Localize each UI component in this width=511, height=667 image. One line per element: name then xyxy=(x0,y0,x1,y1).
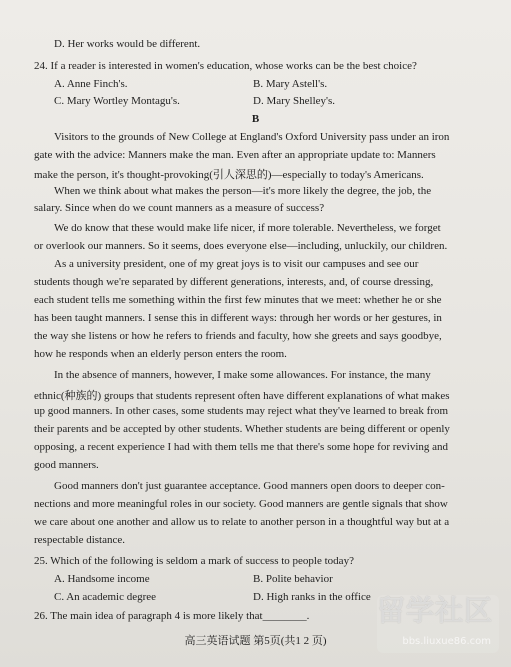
q25-option-a: A. Handsome income xyxy=(54,573,150,585)
passage-line: make the person, it's thought-provoking(引人深思的)—especially to today's Americans. xyxy=(34,169,424,181)
passage-line: their parents and be accepted by other students. Whether students are being different or openly xyxy=(34,423,450,435)
prev-question-option-d: D. Her works would be different. xyxy=(54,38,201,50)
passage-line: Visitors to the grounds of New College at England's Oxford University pass under an iron xyxy=(54,131,450,143)
q25-option-c: C. An academic degree xyxy=(54,591,157,603)
question-25-stem: 25. Which of the following is seldom a mark of success to people today? xyxy=(34,555,354,567)
passage-line: As a university president, one of my great joys is to visit our campuses and see our xyxy=(54,258,419,270)
q24-option-a: A. Anne Finch's. xyxy=(54,78,128,90)
q24-option-c: C. Mary Wortley Montagu's. xyxy=(54,95,180,107)
watermark-url: bbs.liuxue86.com xyxy=(402,636,491,647)
question-24-stem: 24. If a reader is interested in women's education, whose works can be the best choice? xyxy=(34,60,417,72)
passage-line: When we think about what makes the person—it's more likely the degree, the job, the xyxy=(54,185,432,197)
passage-line: Good manners don't just guarantee acceptance. Good manners open doors to deeper con- xyxy=(54,480,445,492)
passage-line: up good manners. In other cases, some students may reject what they've learned to break from xyxy=(34,405,449,417)
q24-option-d: D. Mary Shelley's. xyxy=(253,95,336,107)
passage-line: ethnic(种族的) groups that students represent often have different explanations of what makes xyxy=(34,390,450,402)
passage-line: good manners. xyxy=(34,459,99,471)
site-watermark xyxy=(373,589,503,659)
passage-line: how he responds when an elderly person enters the room. xyxy=(34,348,287,360)
question-26-stem: 26. The main idea of paragraph 4 is more likely that________. xyxy=(34,610,310,622)
passage-line: the way she listens or how he refers to friends and faculty, how she greets and says goodbye, xyxy=(34,330,442,342)
section-label: B xyxy=(251,113,260,125)
page-footer: 高三英语试题 第5页(共1 2 页) xyxy=(184,635,327,647)
passage-line: each student tells me something within the first few minutes that we meet: whether he or she xyxy=(34,294,442,306)
passage-line: We do know that these would make life nicer, if more tolerable. Nevertheless, we forget xyxy=(54,222,441,234)
passage-line: opposing, a recent experience I had with them tells me that there's some hope for reviving and xyxy=(34,441,449,453)
passage-line: respectable distance. xyxy=(34,534,126,546)
passage-line: has been taught manners. I sense this in different ways: through her words or her gestures, in xyxy=(34,312,442,324)
passage-line: nections and more meaningful roles in our society. Good manners are gentle signals that show xyxy=(34,498,448,510)
q24-option-b: B. Mary Astell's. xyxy=(253,78,328,90)
passage-line: we care about one another and allow us to relate to another person in a thoughtful way but at a xyxy=(34,516,450,528)
q25-option-b: B. Polite behavior xyxy=(253,573,333,585)
passage-line: gate with the advice: Manners make the man. Even after an appropriate update to: Manners xyxy=(34,149,436,161)
passage-line: or overlook our manners. So it seems, does everyone else—including, unluckily, our children. xyxy=(34,240,448,252)
q25-option-d: D. High ranks in the office xyxy=(253,591,371,603)
passage-line: In the absence of manners, however, I make some allowances. For instance, the many xyxy=(54,369,431,381)
passage-line: salary. Since when do we count manners as a measure of success? xyxy=(34,202,325,214)
watermark-brand: 留学社区 xyxy=(376,594,493,627)
passage-line: students though we're separated by different generations, interests, and, of course dressing, xyxy=(34,276,434,288)
